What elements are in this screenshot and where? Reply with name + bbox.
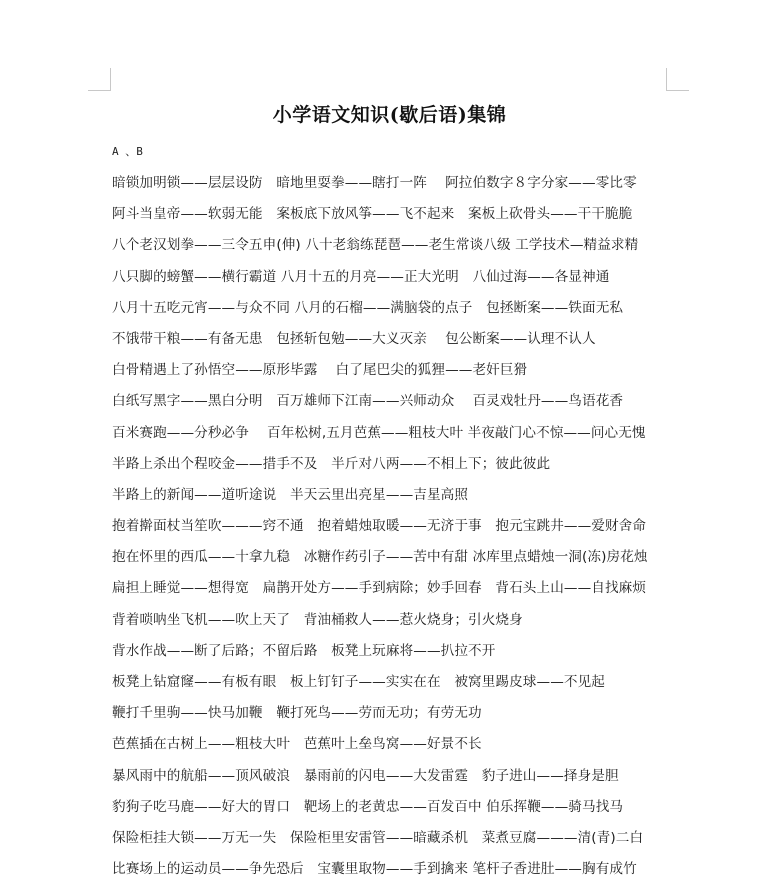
proverb-line: 比赛场上的运动员——争先恐后 宝囊里取物——手到擒来 笔杆子香进肚——胸有成竹 [112, 861, 637, 878]
proverb-line: 百米赛跑——分秒必争 百年松树,五月芭蕉——粗枝大叶 半夜敲门心不惊——问心无愧 [112, 424, 646, 441]
proverb-line: 不饿带干粮——有备无患 包拯斩包勉——大义灭亲 包公断案——认理不认人 [112, 330, 596, 347]
proverb-line: 八只脚的螃蟹——横行霸道 八月十五的月亮——正大光明 八仙过海——各显神通 [112, 268, 610, 285]
proverb-line: 抱在怀里的西瓜——十拿九稳 冰糖作药引子——苦中有甜 冰库里点蜡烛一洞(冻)房花烛 [112, 549, 648, 566]
proverb-line: 抱着擀面杖当笙吹———窍不通 抱着蜡烛取暖——无济于事 抱元宝跳井——爱财舍命 [112, 518, 647, 535]
proverb-line: 背着唢呐坐飞机——吹上天了 背油桶救人——惹火烧身；引火烧身 [112, 611, 523, 628]
proverb-line: 八月十五吃元宵——与众不同 八月的石榴——满脑袋的点子 包拯断案——铁面无私 [112, 299, 624, 316]
proverb-line: 扁担上睡觉——想得宽 扁鹊开处方——手到病除；妙手回春 背石头上山——自找麻烦 [112, 580, 647, 597]
top-right-margin-mark [666, 68, 689, 91]
proverb-line: 半路上杀出个程咬金——措手不及 半斤对八两——不相上下；彼此彼此 [112, 455, 551, 472]
proverb-line: 暴风雨中的航船——顶风破浪 暴雨前的闪电——大发雷霆 豹子进山——择身是胆 [112, 767, 619, 784]
proverb-line: 保险柜挂大锁——万无一失 保险柜里安雷管——暗藏杀机 菜煮豆腐———清(青)二白 [112, 829, 644, 846]
top-left-margin-mark [88, 68, 111, 91]
proverb-line: 豹狗子吃马鹿——好大的胃口 靶场上的老黄忠——百发百中 伯乐挥鞭——骑马找马 [112, 798, 624, 815]
proverb-line: 阿斗当皇帝——软弱无能 案板底下放风筝——飞不起来 案板上砍骨头——干干脆脆 [112, 206, 633, 223]
section-label: A 、B [112, 145, 143, 158]
proverb-line: 暗锁加明锁——层层设防 暗地里耍拳——瞎打一阵 阿拉伯数字８字分家——零比零 [112, 175, 637, 191]
proverb-line: 鞭打千里驹——快马加鞭 鞭打死鸟——劳而无功；有劳无功 [112, 705, 482, 722]
proverb-line: 板凳上钻窟窿——有板有眼 板上钉钉子——实实在在 被窝里踢皮球——不见起 [112, 674, 605, 690]
proverb-line: 芭蕉插在古树上——粗枝大叶 芭蕉叶上垒鸟窝——好景不长 [112, 736, 482, 753]
document-title: 小学语文知识(歇后语)集锦 [272, 104, 507, 126]
proverb-line: 半路上的新闻——道听途说 半天云里出亮星——吉星高照 [112, 486, 469, 503]
proverb-line: 背水作战——断了后路；不留后路 板凳上玩麻将——扒拉不开 [112, 642, 496, 659]
proverb-line: 白骨精遇上了孙悟空——原形毕露 白了尾巴尖的狐狸——老奸巨猾 [112, 362, 528, 379]
proverb-list [112, 168, 732, 885]
proverb-line: 白纸写黑字——黑白分明 百万雄师下江南——兴师动众 百灵戏牡丹——鸟语花香 [112, 393, 624, 410]
proverb-line: 八个老汉划拳——三令五申(伸) 八十老翁练琵琶——老生常谈八级 工学技术—精益求精 [112, 237, 639, 254]
